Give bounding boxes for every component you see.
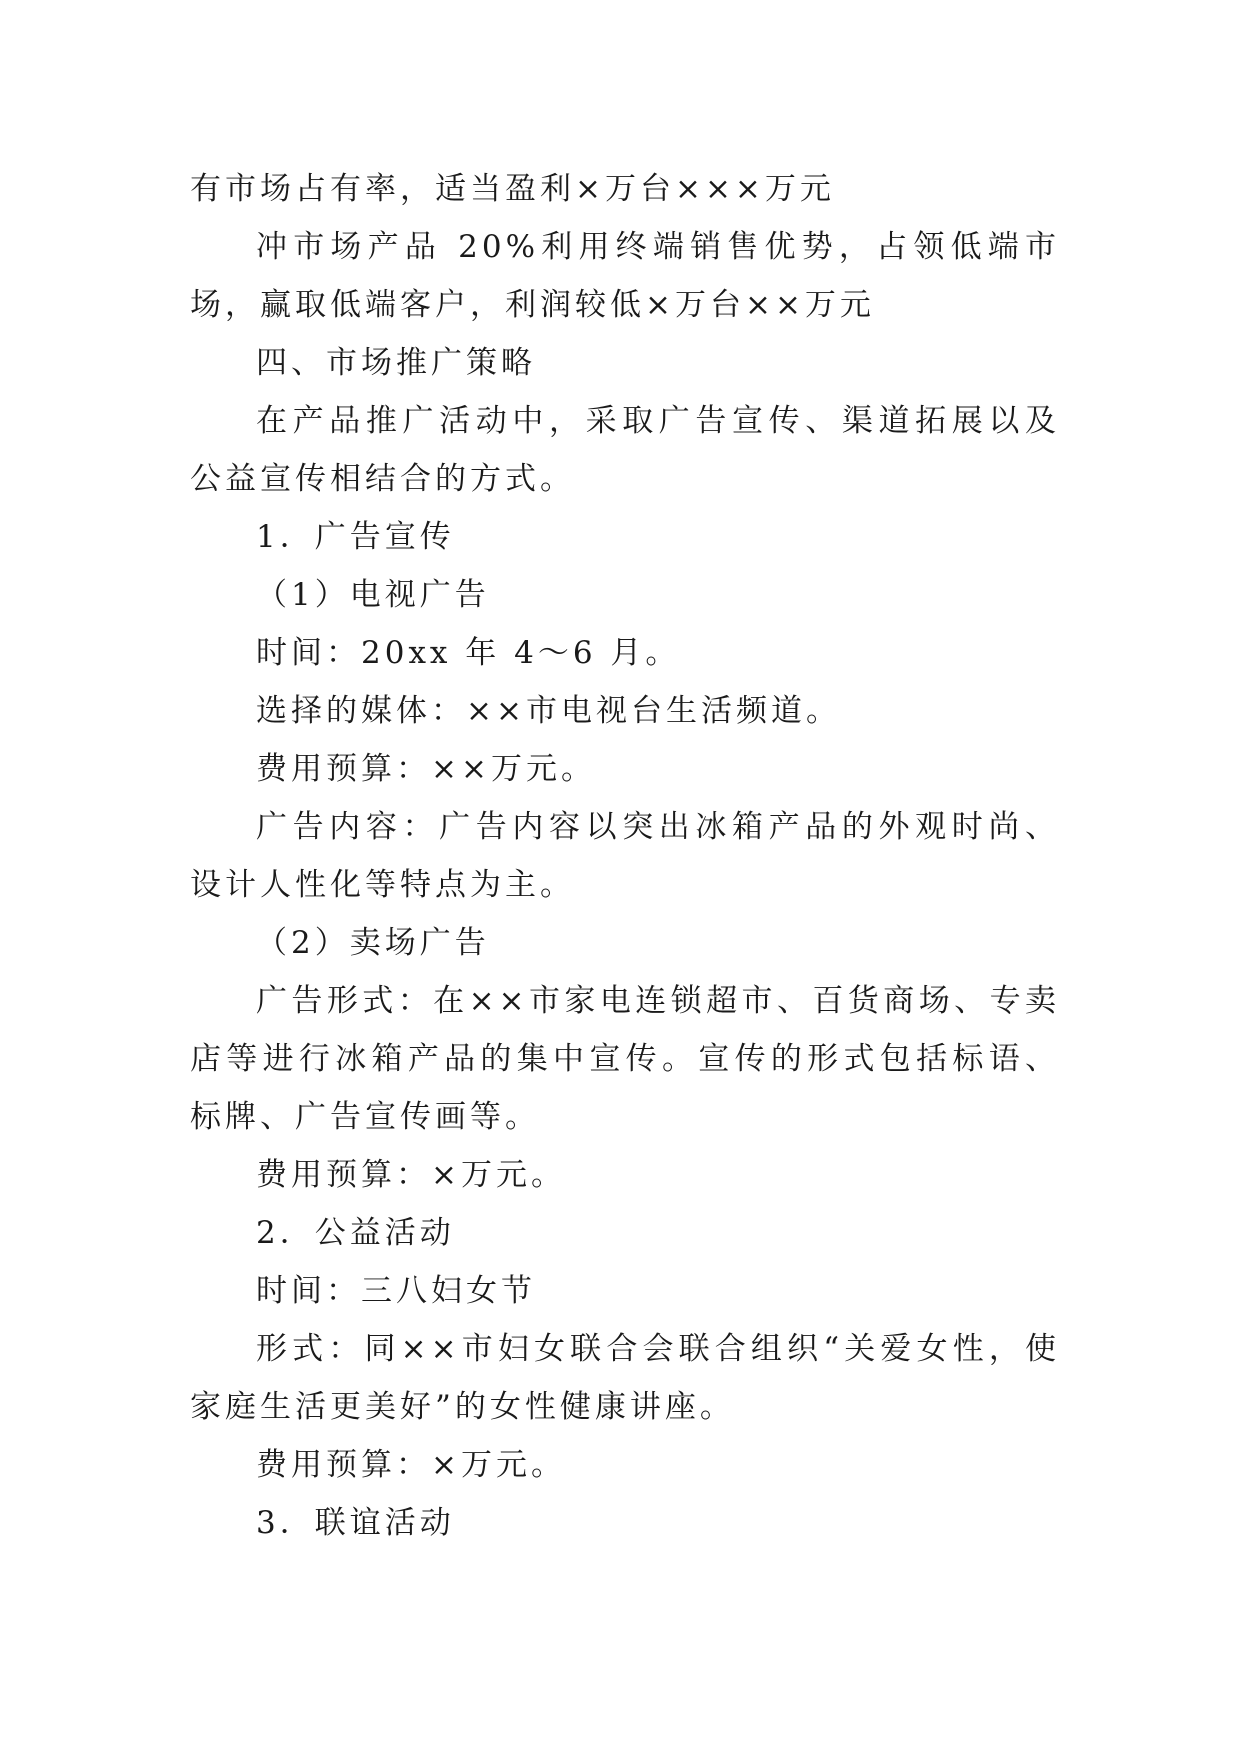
paragraph: 费用预算：××万元。: [256, 751, 596, 787]
subsection-heading: 1．广告宣传: [256, 519, 455, 555]
paragraph: 费用预算：×万元。: [256, 1447, 566, 1483]
subsection-heading: 2．公益活动: [256, 1215, 455, 1251]
paragraph: 形式：同××市妇女联合会联合组织“关爱女性，使家庭生活更美好”的女性健康讲座。: [190, 1331, 1060, 1425]
paragraph: 时间：三八妇女节: [256, 1273, 536, 1309]
paragraph: 选择的媒体：××市电视台生活频道。: [256, 693, 841, 729]
paragraph: 广告内容：广告内容以突出冰箱产品的外观时尚、设计人性化等特点为主。: [190, 809, 1060, 903]
subsection-heading: （1）电视广告: [256, 577, 490, 613]
paragraph: 时间：20xx 年 4～6 月。: [256, 635, 681, 671]
paragraph: 广告形式：在××市家电连锁超市、百货商场、专卖店等进行冰箱产品的集中宣传。宣传的形式包括标语、标牌、广告宣传画等。: [190, 983, 1060, 1135]
document-body: [190, 160, 1060, 1552]
section-heading: 四、市场推广策略: [256, 345, 536, 381]
paragraph: 费用预算：×万元。: [256, 1157, 566, 1193]
paragraph: 有市场占有率，适当盈利×万台×××万元: [190, 171, 835, 207]
paragraph: 冲市场产品 20%利用终端销售优势，占领低端市场，赢取低端客户，利润较低×万台××万元: [190, 229, 1060, 323]
subsection-heading: （2）卖场广告: [256, 925, 490, 961]
subsection-heading: 3．联谊活动: [256, 1505, 455, 1541]
paragraph: 在产品推广活动中，采取广告宣传、渠道拓展以及公益宣传相结合的方式。: [190, 403, 1060, 497]
